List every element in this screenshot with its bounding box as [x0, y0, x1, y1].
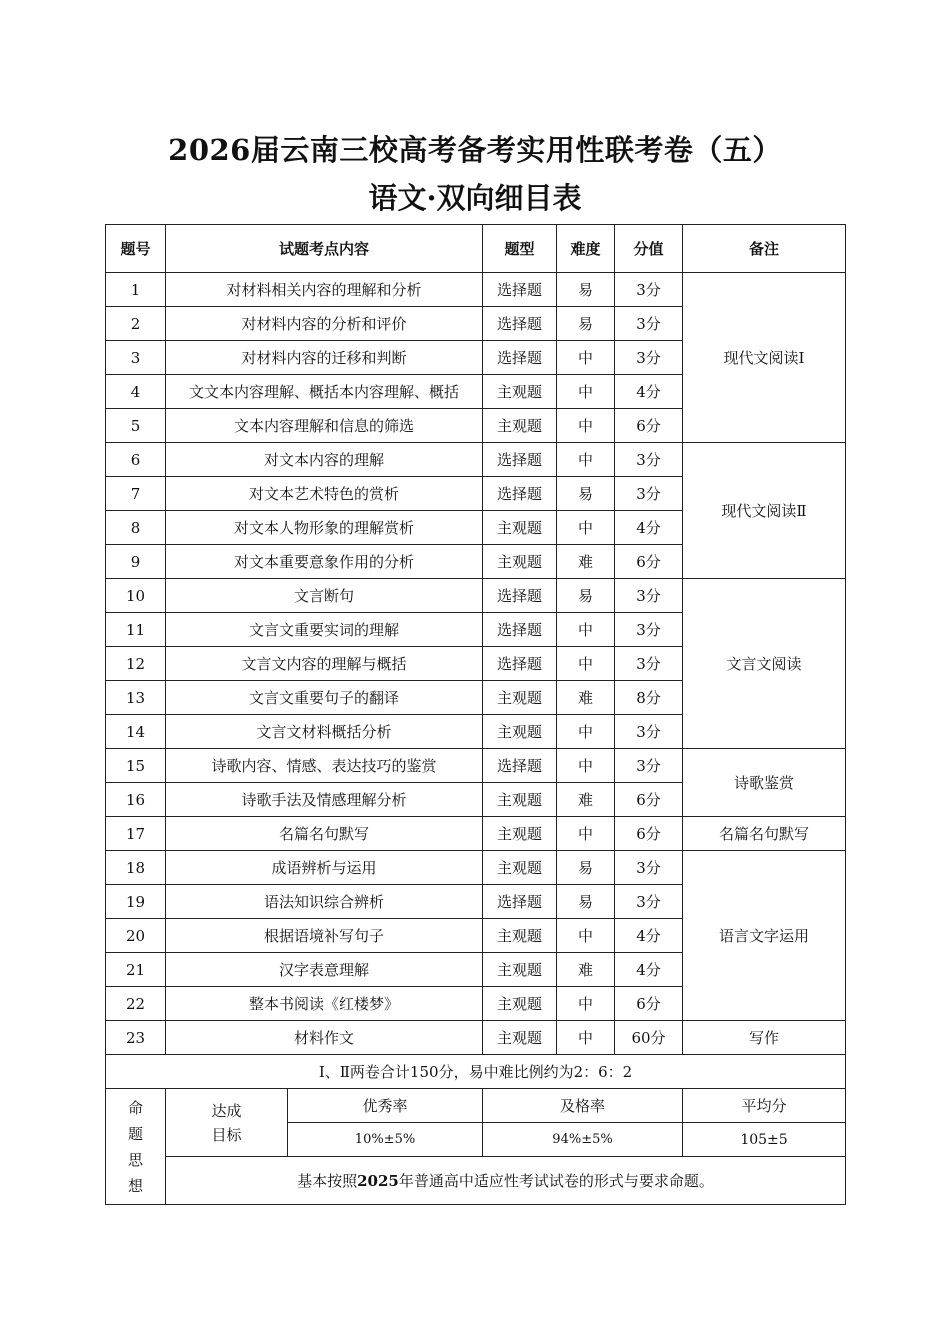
- row-score: 3分: [615, 443, 683, 477]
- row-type: 选择题: [483, 613, 557, 647]
- row-level: 中: [557, 987, 615, 1021]
- row-level: 难: [557, 545, 615, 579]
- row-type: 主观题: [483, 715, 557, 749]
- row-content: 整本书阅读《红楼梦》: [166, 987, 483, 1021]
- row-type: 主观题: [483, 817, 557, 851]
- row-score: 3分: [615, 341, 683, 375]
- row-level: 中: [557, 817, 615, 851]
- row-score: 3分: [615, 885, 683, 919]
- header-content: 试题考点内容: [166, 225, 483, 273]
- row-type: 主观题: [483, 545, 557, 579]
- row-score: 4分: [615, 511, 683, 545]
- row-level: 中: [557, 375, 615, 409]
- row-type: 选择题: [483, 341, 557, 375]
- row-type: 选择题: [483, 579, 557, 613]
- metric-pass-value: 94%±5%: [483, 1123, 683, 1157]
- row-level: 易: [557, 477, 615, 511]
- row-content: 文言文重要实词的理解: [166, 613, 483, 647]
- row-content: 对文本内容的理解: [166, 443, 483, 477]
- note-modern2: 现代文阅读Ⅱ: [683, 443, 846, 579]
- row-level: 难: [557, 953, 615, 987]
- row-no: 6: [106, 443, 166, 477]
- row-no: 12: [106, 647, 166, 681]
- header-no: 题号: [106, 225, 166, 273]
- row-type: 主观题: [483, 681, 557, 715]
- row-type: 选择题: [483, 307, 557, 341]
- row-no: 5: [106, 409, 166, 443]
- row-level: 易: [557, 273, 615, 307]
- total-summary: Ⅰ、Ⅱ两卷合计150分，易中难比例约为2：6：2: [106, 1055, 846, 1089]
- table-row: [106, 579, 846, 613]
- row-content: 诗歌内容、情感、表达技巧的鉴赏: [166, 749, 483, 783]
- row-level: 易: [557, 851, 615, 885]
- row-content: 名篇名句默写: [166, 817, 483, 851]
- row-type: 选择题: [483, 885, 557, 919]
- document-title: 2026届云南三校高考备考实用性联考卷（五）: [168, 133, 782, 167]
- design-metric-header-row: [106, 1089, 846, 1123]
- row-score: 6分: [615, 817, 683, 851]
- row-no: 23: [106, 1021, 166, 1055]
- row-level: 易: [557, 579, 615, 613]
- row-content: 诗歌手法及情感理解分析: [166, 783, 483, 817]
- design-basis: 基本按照2025年普通高中适应性考试试卷的形式与要求命题。: [166, 1157, 846, 1205]
- table-row: [106, 749, 846, 783]
- row-level: 中: [557, 341, 615, 375]
- row-no: 17: [106, 817, 166, 851]
- note-language: 语言文字运用: [683, 851, 846, 1021]
- row-type: 主观题: [483, 987, 557, 1021]
- row-content: 文言文内容的理解与概括: [166, 647, 483, 681]
- row-level: 中: [557, 511, 615, 545]
- row-level: 中: [557, 409, 615, 443]
- row-type: 主观题: [483, 375, 557, 409]
- row-no: 10: [106, 579, 166, 613]
- row-content: 对材料相关内容的理解和分析: [166, 273, 483, 307]
- row-type: 主观题: [483, 851, 557, 885]
- row-type: 主观题: [483, 409, 557, 443]
- row-score: 4分: [615, 953, 683, 987]
- row-score: 8分: [615, 681, 683, 715]
- row-score: 3分: [615, 579, 683, 613]
- row-score: 3分: [615, 647, 683, 681]
- header-level: 难度: [557, 225, 615, 273]
- row-no: 15: [106, 749, 166, 783]
- row-content: 汉字表意理解: [166, 953, 483, 987]
- row-score: 60分: [615, 1021, 683, 1055]
- row-type: 选择题: [483, 443, 557, 477]
- note-writing: 写作: [683, 1021, 846, 1055]
- metric-excellent-value: 10%±5%: [288, 1123, 483, 1157]
- row-content: 文文本内容理解、概括本内容理解、概括: [166, 375, 483, 409]
- row-level: 中: [557, 1021, 615, 1055]
- note-recitation: 名篇名句默写: [683, 817, 846, 851]
- row-level: 中: [557, 647, 615, 681]
- row-content: 文言断句: [166, 579, 483, 613]
- table-row: [106, 851, 846, 885]
- note-classical: 文言文阅读: [683, 579, 846, 749]
- design-label: 命题思想: [106, 1089, 166, 1205]
- row-level: 中: [557, 715, 615, 749]
- note-poetry: 诗歌鉴赏: [683, 749, 846, 817]
- row-no: 13: [106, 681, 166, 715]
- table-row: [106, 817, 846, 851]
- row-level: 中: [557, 443, 615, 477]
- table-row: [106, 443, 846, 477]
- row-score: 3分: [615, 749, 683, 783]
- row-content: 材料作文: [166, 1021, 483, 1055]
- spec-table: [105, 224, 846, 1205]
- row-type: 主观题: [483, 783, 557, 817]
- row-type: 主观题: [483, 919, 557, 953]
- row-no: 3: [106, 341, 166, 375]
- row-no: 22: [106, 987, 166, 1021]
- row-no: 4: [106, 375, 166, 409]
- row-type: 主观题: [483, 511, 557, 545]
- header-note: 备注: [683, 225, 846, 273]
- row-no: 11: [106, 613, 166, 647]
- row-no: 1: [106, 273, 166, 307]
- row-no: 20: [106, 919, 166, 953]
- table-header-row: [106, 225, 846, 273]
- row-level: 中: [557, 919, 615, 953]
- metric-average-value: 105±5: [683, 1123, 846, 1157]
- row-no: 16: [106, 783, 166, 817]
- row-type: 主观题: [483, 953, 557, 987]
- row-content: 语法知识综合辨析: [166, 885, 483, 919]
- row-no: 8: [106, 511, 166, 545]
- total-row: [106, 1055, 846, 1089]
- row-level: 中: [557, 749, 615, 783]
- row-no: 19: [106, 885, 166, 919]
- header-score: 分值: [615, 225, 683, 273]
- row-type: 选择题: [483, 477, 557, 511]
- row-content: 对文本人物形象的理解赏析: [166, 511, 483, 545]
- row-no: 9: [106, 545, 166, 579]
- row-content: 对材料内容的迁移和判断: [166, 341, 483, 375]
- row-no: 7: [106, 477, 166, 511]
- row-score: 3分: [615, 307, 683, 341]
- row-content: 文言文材料概括分析: [166, 715, 483, 749]
- row-type: 选择题: [483, 273, 557, 307]
- metric-average-label: 平均分: [683, 1089, 846, 1123]
- row-no: 14: [106, 715, 166, 749]
- document-subtitle: 语文·双向细目表: [368, 181, 582, 215]
- goal-label: 达成目标: [166, 1089, 288, 1157]
- row-content: 根据语境补写句子: [166, 919, 483, 953]
- row-score: 4分: [615, 375, 683, 409]
- design-basis-row: [106, 1157, 846, 1205]
- row-type: 选择题: [483, 749, 557, 783]
- metric-excellent-label: 优秀率: [288, 1089, 483, 1123]
- row-level: 易: [557, 307, 615, 341]
- note-modern1: 现代文阅读Ⅰ: [683, 273, 846, 443]
- row-level: 难: [557, 681, 615, 715]
- row-score: 3分: [615, 273, 683, 307]
- row-level: 易: [557, 885, 615, 919]
- row-type: 选择题: [483, 647, 557, 681]
- row-score: 3分: [615, 477, 683, 511]
- row-content: 文言文重要句子的翻译: [166, 681, 483, 715]
- row-type: 主观题: [483, 1021, 557, 1055]
- row-score: 6分: [615, 783, 683, 817]
- row-score: 6分: [615, 409, 683, 443]
- row-no: 2: [106, 307, 166, 341]
- row-level: 难: [557, 783, 615, 817]
- row-content: 文本内容理解和信息的筛选: [166, 409, 483, 443]
- row-score: 4分: [615, 919, 683, 953]
- row-content: 对文本艺术特色的赏析: [166, 477, 483, 511]
- table-row: [106, 273, 846, 307]
- row-no: 21: [106, 953, 166, 987]
- metric-pass-label: 及格率: [483, 1089, 683, 1123]
- row-level: 中: [557, 613, 615, 647]
- row-score: 3分: [615, 613, 683, 647]
- table-row: [106, 1021, 846, 1055]
- row-score: 3分: [615, 715, 683, 749]
- row-no: 18: [106, 851, 166, 885]
- header-type: 题型: [483, 225, 557, 273]
- row-score: 6分: [615, 545, 683, 579]
- row-score: 6分: [615, 987, 683, 1021]
- row-score: 3分: [615, 851, 683, 885]
- row-content: 成语辨析与运用: [166, 851, 483, 885]
- row-content: 对材料内容的分析和评价: [166, 307, 483, 341]
- row-content: 对文本重要意象作用的分析: [166, 545, 483, 579]
